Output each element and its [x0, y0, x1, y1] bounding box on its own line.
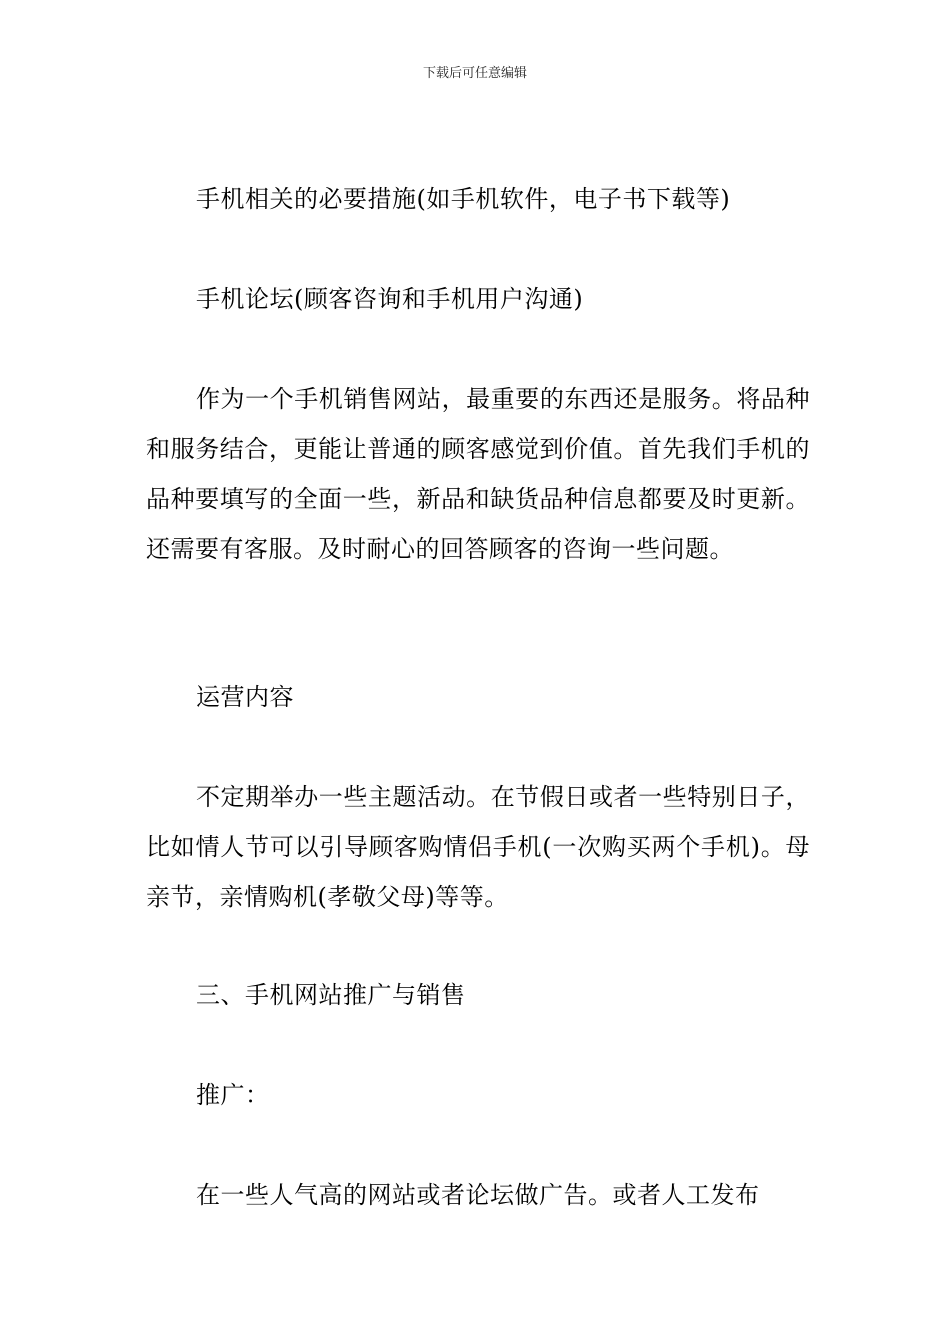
paragraph-phone-measures: 手机相关的必要措施(如手机软件，电子书下载等)	[196, 185, 731, 213]
page-header: 下载后可任意编辑	[422, 66, 527, 81]
paragraph-operations-heading: 运营内容	[196, 683, 294, 711]
paragraph-phone-forum: 手机论坛(顾客咨询和手机用户沟通)	[196, 285, 584, 313]
paragraph-service: 作为一个手机销售网站，最重要的东西还是服务。将品种和服务结合，更能让普通的顾客感觉到价值。首先我们手机的品种要填写的全面一些，新品和缺货品种信息都要及时更新。还需要有客服。及时耐心的回答顾客的咨询一些问题。	[146, 385, 810, 563]
paragraph-advertising: 在一些人气高的网站或者论坛做广告。或者人工发布	[196, 1181, 760, 1209]
section-heading-promotion-sales: 三、手机网站推广与销售	[196, 981, 466, 1009]
paragraph-theme-activities: 不定期举办一些主题活动。在节假日或者一些特别日子，比如情人节可以引导顾客购情侣手机(一次购买两个手机)。母亲节，亲情购机(孝敬父母)等等。	[146, 783, 810, 911]
paragraph-promotion-label: 推广：	[196, 1081, 270, 1109]
